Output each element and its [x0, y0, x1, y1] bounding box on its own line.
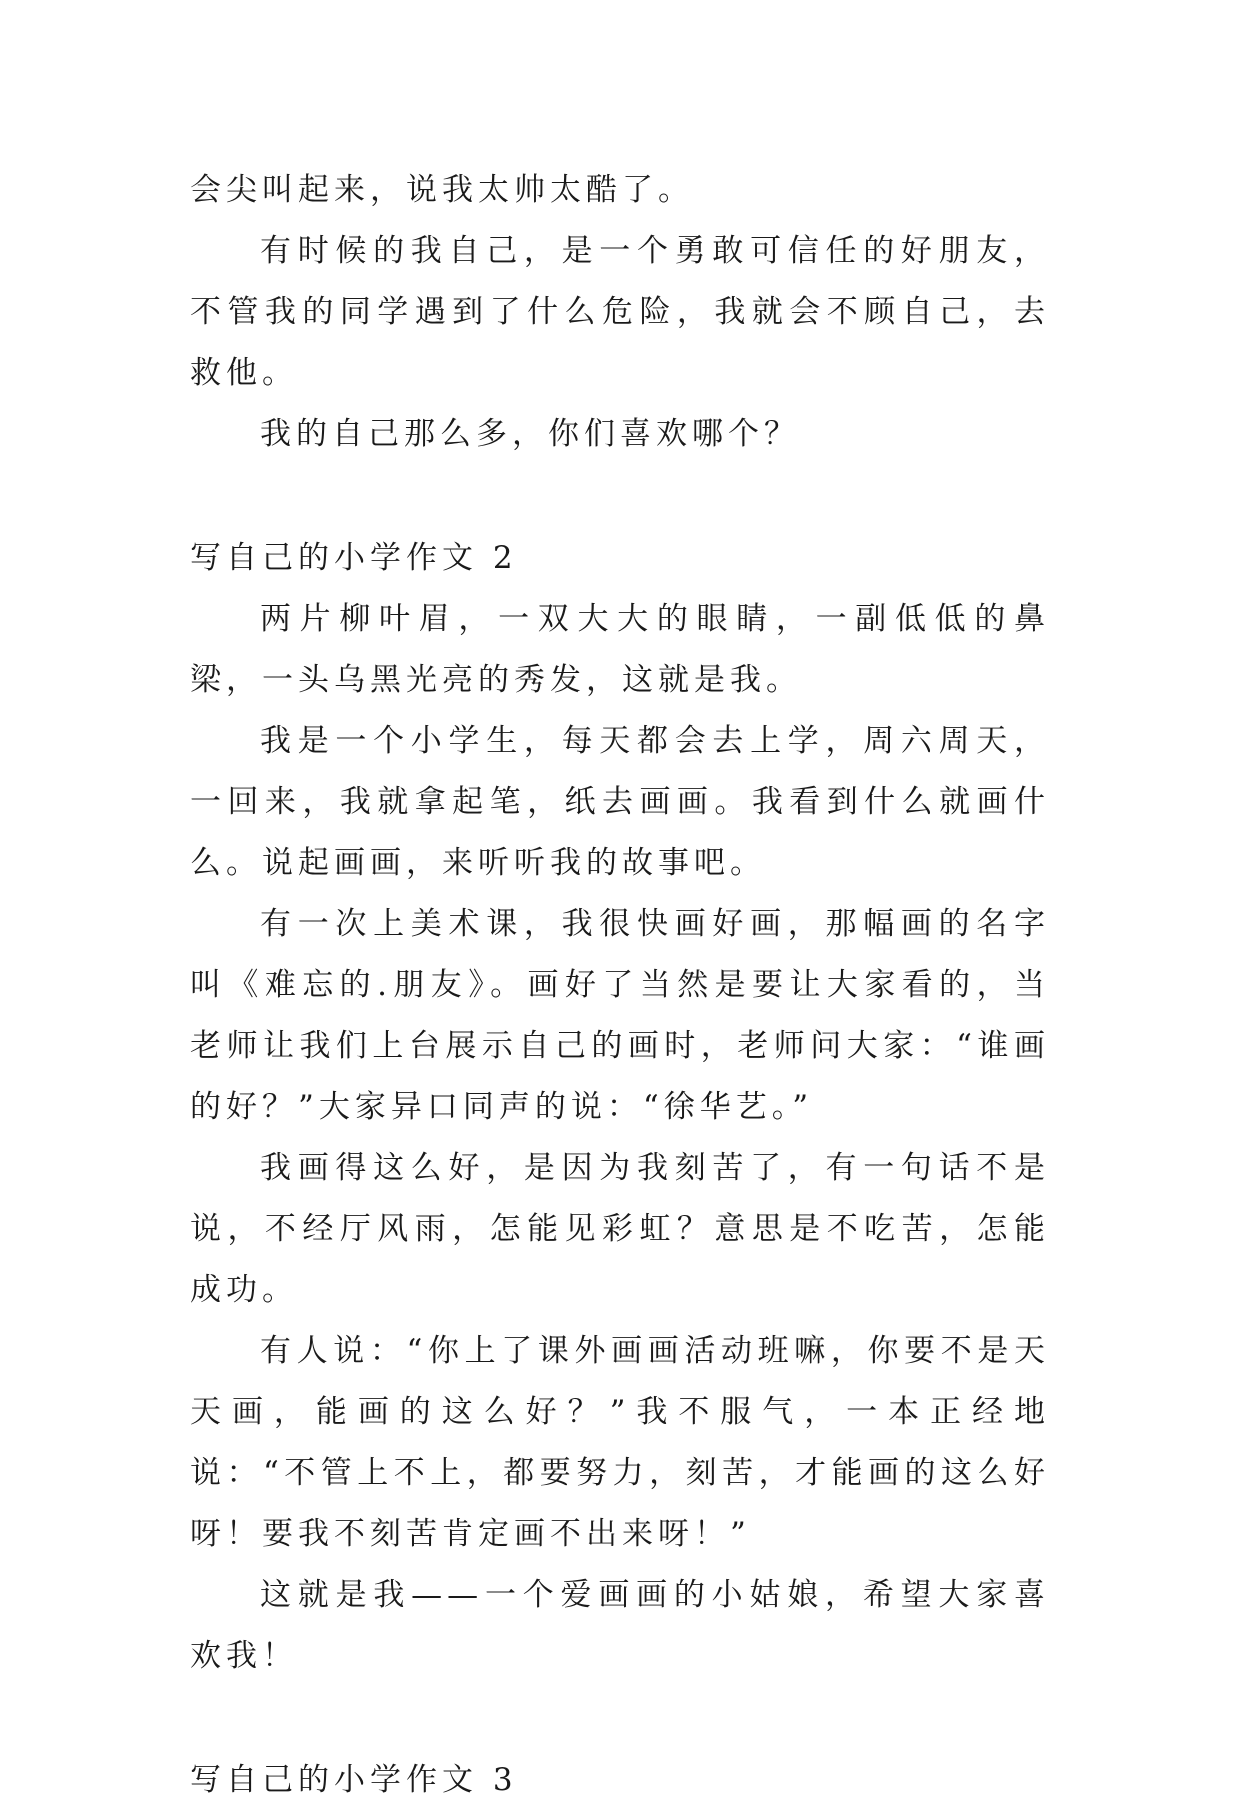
essay-text-block [190, 160, 1050, 1811]
essay-1-paragraph-3: 我的自己那么多，你们喜欢哪个？ [260, 416, 800, 452]
essay-2-paragraph-2: 我是一个小学生，每天都会去上学，周六周天，一回来，我就拿起笔，纸去画画。我看到什么就画什么。说起画画，来听听我的故事吧。 [190, 723, 1050, 881]
section-spacer [190, 1687, 1050, 1750]
essay-2-paragraph-3: 有一次上美术课，我很快画好画，那幅画的名字叫《难忘的.朋友》。画好了当然是要让大家看的，当老师让我们上台展示自己的画时，老师问大家：“谁画的好？”大家异口同声的说：“徐华艺。” [190, 906, 1050, 1125]
section-spacer [190, 465, 1050, 528]
essay-1-paragraph-2: 有时候的我自己，是一个勇敢可信任的好朋友，不管我的同学遇到了什么危险，我就会不顾自己，去救他。 [190, 233, 1050, 391]
essay-2-paragraph-1: 两片柳叶眉，一双大大的眼睛，一副低低的鼻梁，一头乌黑光亮的秀发，这就是我。 [190, 601, 1050, 698]
essay-2-paragraph-6: 这就是我——一个爱画画的小姑娘，希望大家喜欢我！ [190, 1577, 1050, 1674]
essay-2-paragraph-5: 有人说：“你上了课外画画活动班嘛，你要不是天天画，能画的这么好？”我不服气，一本正经地说：“不管上不上，都要努力，刻苦，才能画的这么好呀！要我不刻苦肯定画不出来呀！” [190, 1333, 1050, 1552]
essay-2-paragraph-4: 我画得这么好，是因为我刻苦了，有一句话不是说，不经厅风雨，怎能见彩虹？意思是不吃苦，怎能成功。 [190, 1150, 1050, 1308]
essay-1-paragraph-1: 会尖叫起来，说我太帅太酷了。 [190, 172, 694, 208]
essay-2-title: 写自己的小学作文 2 [190, 540, 518, 576]
essay-3-title: 写自己的小学作文 3 [190, 1762, 518, 1798]
